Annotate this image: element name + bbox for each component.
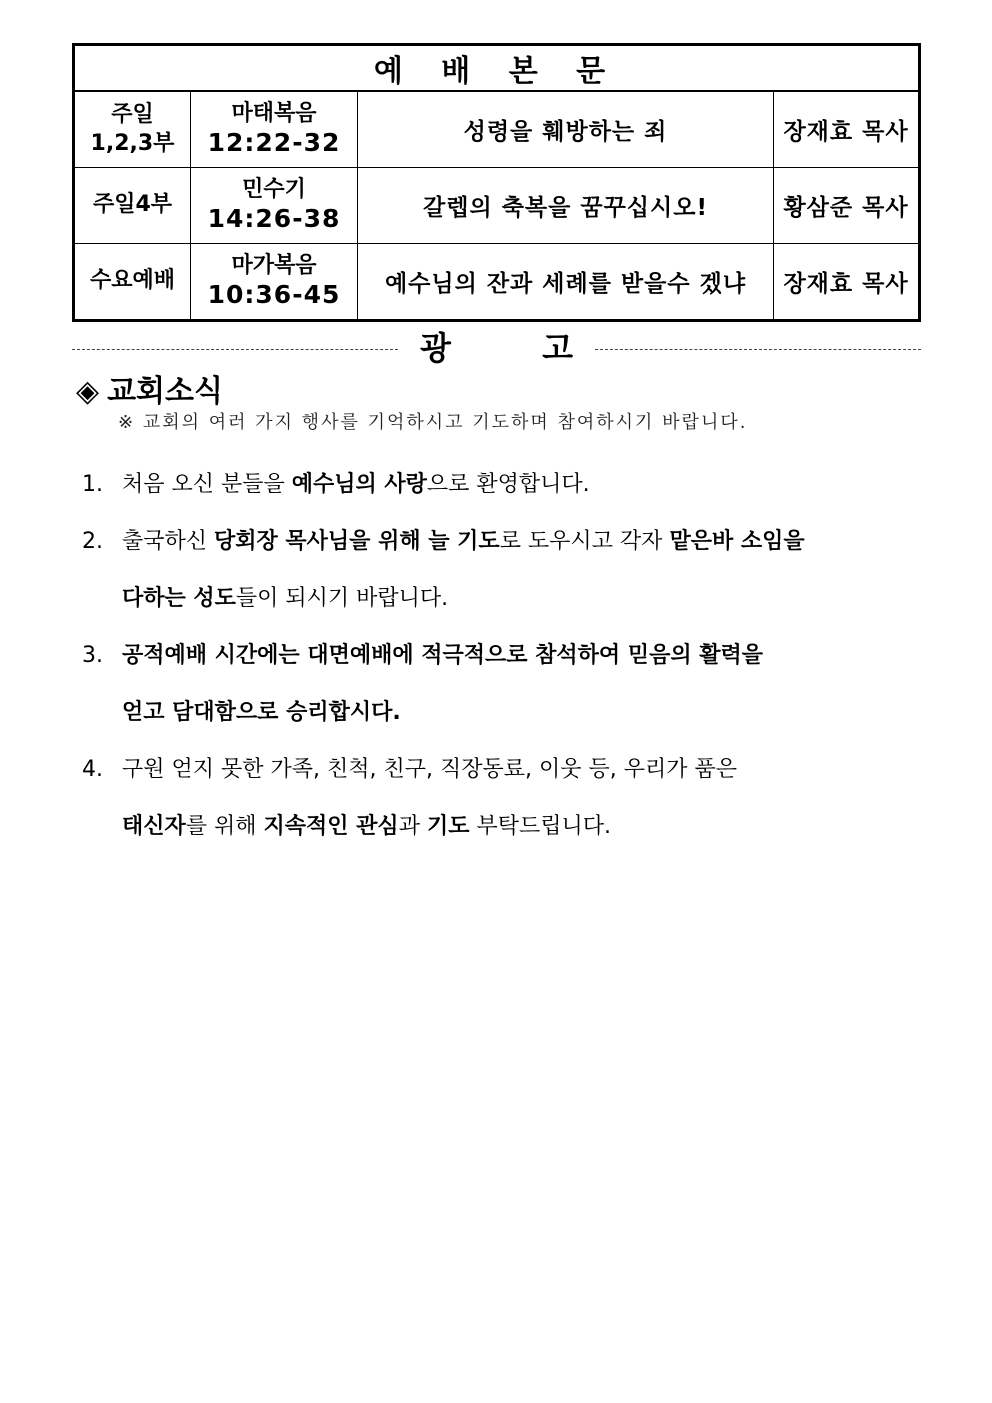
service-name: 주일 xyxy=(111,101,154,127)
item-text: 출국하신 당회장 목사님을 위해 늘 기도로 도우시고 각자 맡은바 소임을 xyxy=(122,529,805,554)
item-text: 공적예배 시간에는 대면예배에 적극적으로 참석하여 믿음의 활력을 xyxy=(122,643,764,668)
item-text: 처음 오신 분들을 예수님의 사랑으로 환영합니다. xyxy=(122,472,590,497)
worship-row xyxy=(74,244,920,321)
service-name: 수요예배 xyxy=(89,268,175,294)
passage-book: 마태복음 xyxy=(231,101,317,127)
divider-right xyxy=(595,349,921,350)
preacher-name: 장재효 목사 xyxy=(774,91,920,168)
list-item xyxy=(82,456,912,513)
announcement-title: 광 고 xyxy=(420,329,613,367)
item-text: 구원 얻지 못한 가족, 친척, 친구, 직장동료, 이웃 등, 우리가 품은 xyxy=(122,757,737,782)
sermon-title: 예수님의 잔과 세례를 받을수 겠냐 xyxy=(358,244,774,321)
passage-ref: 10:36-45 xyxy=(207,279,341,309)
service-cell xyxy=(74,91,191,168)
divider-left xyxy=(72,349,398,350)
passage-cell xyxy=(191,91,358,168)
sermon-title: 성령을 훼방하는 죄 xyxy=(358,91,774,168)
list-item xyxy=(82,741,912,855)
item-number: 2. xyxy=(82,529,103,554)
worship-table-title: 예 배 본 문 xyxy=(74,45,920,92)
item-text-continued: 다하는 성도들이 되시기 바랍니다. xyxy=(122,586,449,611)
item-text-continued: 태신자를 위해 지속적인 관심과 기도 부탁드립니다. xyxy=(122,814,611,839)
preacher-name: 장재효 목사 xyxy=(774,244,920,321)
service-cell xyxy=(74,244,191,321)
item-number: 4. xyxy=(82,757,103,782)
news-list xyxy=(82,456,912,855)
passage-book: 민수기 xyxy=(242,177,306,203)
passage-cell xyxy=(191,168,358,244)
passage-ref: 14:26-38 xyxy=(207,203,341,233)
preacher-name: 황삼준 목사 xyxy=(774,168,920,244)
item-number: 1. xyxy=(82,472,103,497)
passage-cell xyxy=(191,244,358,321)
worship-table xyxy=(72,43,921,322)
section-title xyxy=(76,366,223,410)
item-number: 3. xyxy=(82,643,103,668)
worship-row xyxy=(74,91,920,168)
section-title-text: 교회소식 xyxy=(107,374,223,409)
item-text-continued: 얻고 담대함으로 승리합시다. xyxy=(122,700,401,725)
sermon-title: 갈렙의 축복을 꿈꾸십시오! xyxy=(358,168,774,244)
passage-book: 마가복음 xyxy=(231,253,317,279)
passage-ref: 12:22-32 xyxy=(207,127,341,157)
service-time: 1,2,3부 xyxy=(90,130,175,156)
worship-row xyxy=(74,168,920,244)
announcement-header xyxy=(72,324,921,368)
service-name: 주일4부 xyxy=(92,192,173,218)
section-note: ※ 교회의 여러 가지 행사를 기억하시고 기도하며 참여하시기 바랍니다. xyxy=(118,412,748,433)
service-cell xyxy=(74,168,191,244)
diamond-icon: ◈ xyxy=(76,374,100,409)
list-item xyxy=(82,627,912,741)
list-item xyxy=(82,513,912,627)
